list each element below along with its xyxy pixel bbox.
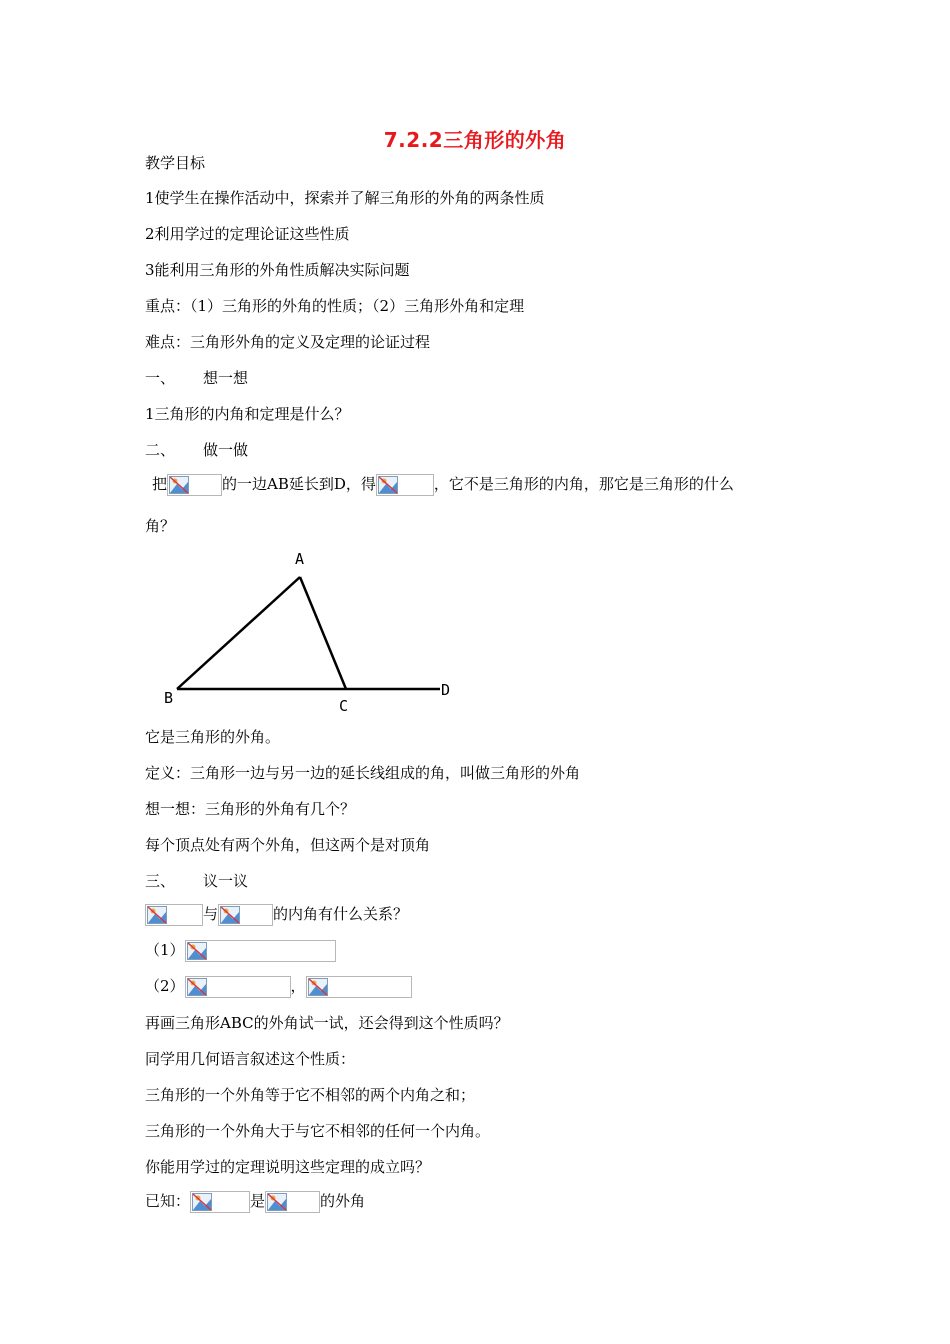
objective-item-2: 2利用学过的定理论证这些性质 <box>145 225 350 243</box>
label-d: D <box>441 681 451 699</box>
broken-image-icon <box>190 1191 250 1213</box>
broken-image-icon <box>167 474 222 496</box>
broken-image-icon <box>185 940 336 962</box>
section-1-heading <box>145 367 248 389</box>
section-number: 三、 <box>145 872 176 890</box>
property-1: 三角形的一个外角等于它不相邻的两个内角之和； <box>145 1086 476 1104</box>
section-number: 二、 <box>145 441 176 459</box>
broken-image-icon <box>185 976 291 998</box>
section-1-question: 1三角形的内角和定理是什么？ <box>145 405 350 423</box>
difficulties: 难点：三角形外角的定义及定理的论证过程 <box>145 333 431 351</box>
relation-question: 与 的内角有什么关系？ <box>145 903 408 926</box>
section-title: 议一议 <box>203 872 249 890</box>
think-question: 想一想：三角形的外角有几个？ <box>145 800 356 818</box>
label-a: A <box>295 550 305 568</box>
redraw-question: 再画三角形ABC的外角试一试，还会得到这个性质吗？ <box>145 1014 509 1032</box>
extend-paragraph-end: 角？ <box>145 517 176 535</box>
section-2-heading <box>145 439 248 461</box>
page-title: 7.2.2三角形的外角 <box>383 128 567 152</box>
key-points: 重点：（1）三角形的外角的性质；（2）三角形外角和定理 <box>145 297 525 315</box>
broken-image-icon <box>306 976 412 998</box>
section-title: 做一做 <box>203 441 249 459</box>
objective-item-3: 3能利用三角形的外角性质解决实际问题 <box>145 261 410 279</box>
section-number: 一、 <box>145 369 176 387</box>
section-title: 想一想 <box>203 369 249 387</box>
broken-image-icon <box>265 1191 320 1213</box>
side-ab <box>177 577 300 689</box>
broken-image-icon <box>218 904 273 926</box>
definition: 定义：三角形一边与另一边的延长线组成的角，叫做三角形的外角 <box>145 764 581 782</box>
think-answer: 每个顶点处有两个外角，但这两个是对顶角 <box>145 836 431 854</box>
relation-item-2: （2） ， <box>145 975 412 998</box>
exterior-angle-statement: 它是三角形的外角。 <box>145 728 281 746</box>
describe-prompt: 同学用几何语言叙述这个性质： <box>145 1050 356 1068</box>
given-statement: 已知： 是 的外角 <box>145 1190 365 1213</box>
label-b: B <box>164 689 174 707</box>
objectives-heading: 教学目标 <box>145 154 206 172</box>
label-c: C <box>339 697 349 715</box>
property-2: 三角形的一个外角大于与它不相邻的任何一个内角。 <box>145 1122 491 1140</box>
section-3-heading <box>145 870 248 892</box>
objective-item-1: 1使学生在操作活动中，探索并了解三角形的外角的两条性质 <box>145 189 545 207</box>
extend-paragraph: 把 的一边AB延长到D，得 ，它不是三角形的内角，那它是三角形的什么 <box>152 473 734 496</box>
triangle-diagram <box>160 545 460 715</box>
proof-question: 你能用学过的定理说明这些定理的成立吗？ <box>145 1158 431 1176</box>
relation-item-1: （1） <box>145 939 336 962</box>
broken-image-icon <box>376 474 434 496</box>
broken-image-icon <box>145 904 203 926</box>
side-ac <box>300 577 346 689</box>
